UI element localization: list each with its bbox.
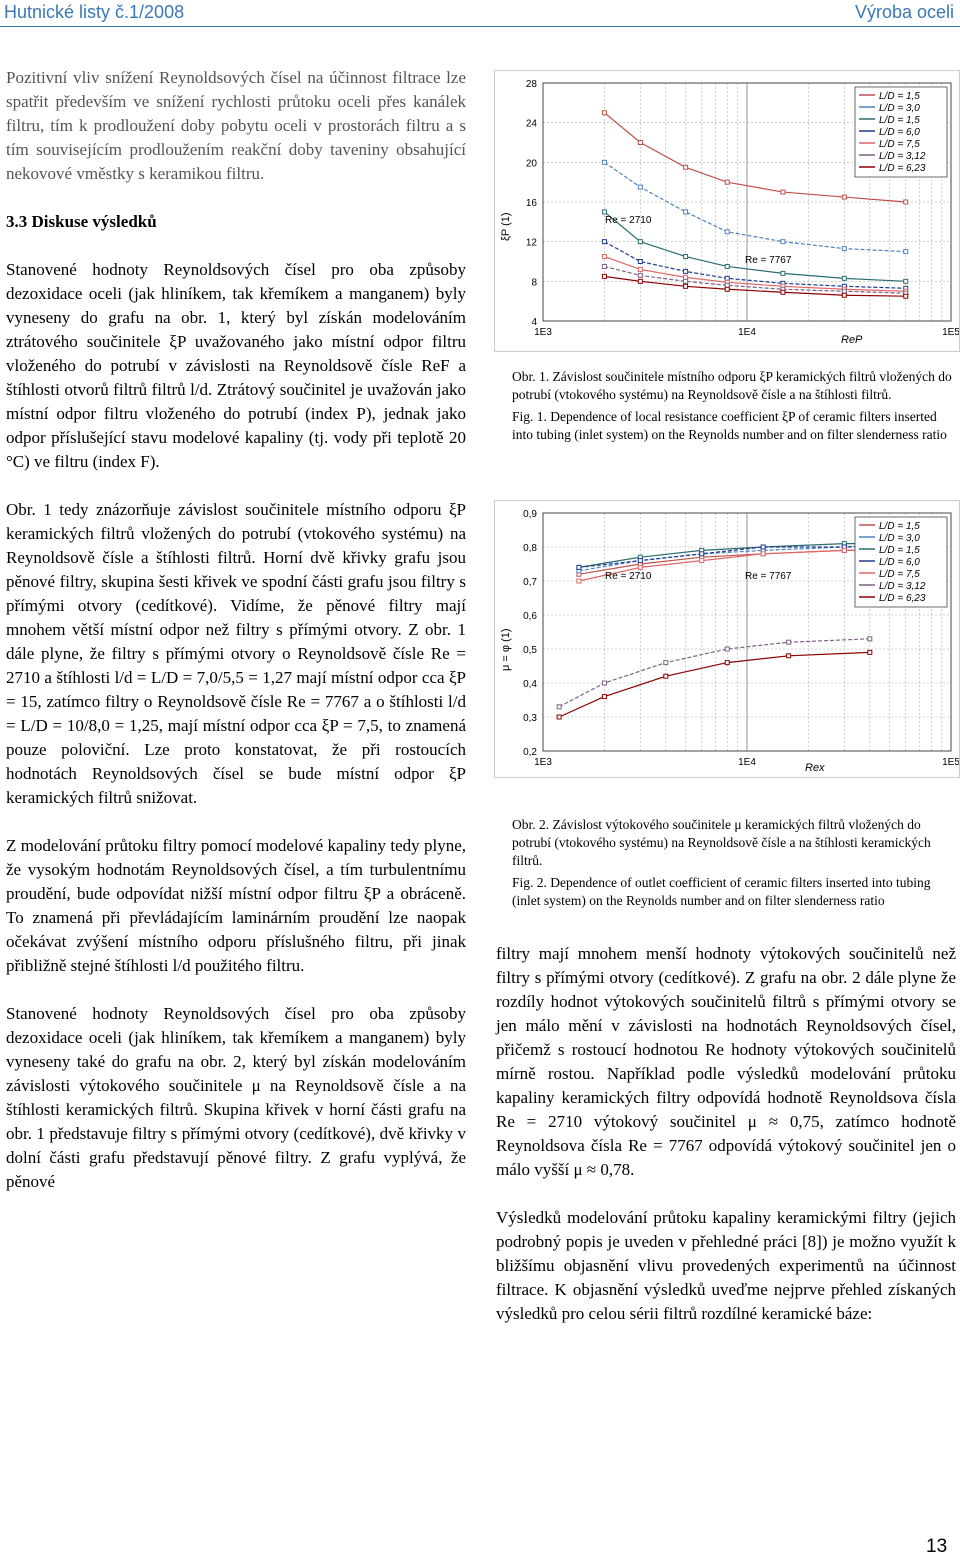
y-axis-label: ξP (1) (500, 212, 512, 241)
data-point (781, 290, 785, 294)
data-point (684, 269, 688, 273)
page-number: 13 (926, 1536, 948, 1557)
legend-label: L/D = 7,5 (879, 139, 920, 150)
y-tick-label: 24 (525, 118, 537, 130)
annotation-re-2710: Re = 2710 (605, 215, 652, 226)
journal-title: Hutnické listy č.1/2008 (4, 2, 185, 22)
data-point (684, 284, 688, 288)
caption-en: Fig. 2. Dependence of outlet coefficient of ceramic filters inserted into tubing (inlet system) on the Reynolds number and on filter slenderness ratio (512, 875, 931, 908)
legend-label: L/D = 6,23 (879, 163, 926, 174)
data-point (904, 250, 908, 254)
figure-1-chart (494, 70, 960, 352)
x-tick-label: 1E4 (738, 327, 756, 338)
y-tick-label: 0,8 (523, 543, 537, 554)
y-tick-label: 4 (531, 317, 537, 328)
header-rule (0, 26, 960, 27)
x-axis-label: ReP (841, 334, 863, 346)
page-header (0, 0, 960, 26)
data-point (602, 255, 606, 259)
data-point (842, 247, 846, 251)
caption-cz: Obr. 1. Závislost součinitele místního odporu ξP keramických filtrů vložených do potrubí (vtokového systému) na Reynoldsově čísle a na štíhlosti filtrů. (512, 369, 952, 402)
figure-1-svg (495, 71, 959, 351)
data-point (781, 240, 785, 244)
y-tick-label: 20 (525, 158, 537, 170)
data-point (602, 210, 606, 214)
data-point (781, 190, 785, 194)
x-tick-label: 1E4 (738, 757, 756, 768)
data-point (684, 210, 688, 214)
data-point (725, 283, 729, 287)
data-point (602, 681, 606, 685)
section-name: Výroba oceli (854, 2, 954, 22)
legend-label: L/D = 7,5 (879, 569, 920, 580)
x-tick-label: 1E5 (942, 757, 959, 768)
legend-label: L/D = 3,12 (879, 581, 926, 592)
data-point (602, 160, 606, 164)
data-point (787, 640, 791, 644)
caption-cz: Obr. 2. Závislost výtokového součinitele μ keramických filtrů vložených do potrubí (vtokového systému) na Reynoldsově čísle a na štíhlosti keramických filtrů. (512, 817, 931, 868)
y-tick-label: 12 (525, 237, 537, 249)
y-tick-label: 16 (525, 198, 537, 209)
data-point (638, 141, 642, 145)
figure-1-caption (512, 368, 956, 448)
figure-2-chart (494, 500, 960, 778)
data-point (725, 180, 729, 184)
body-paragraph-3: Z modelování průtoku filtry pomocí modelové kapaliny tedy plyne, že vysokým hodnotám Reynoldsových čísel, a tím turbulentnímu proudění, bude odpovídat nižší místní odpor filtru ξP a obráceně. To znamená při převládajícím laminárním proudění lze naopak očekávat zvýšení místního odporu příslušného filtru, při jinak přibližně stejné štíhlosti l/d použitého filtru. (6, 836, 466, 975)
x-axis-label: Rex (805, 762, 825, 774)
right-column (496, 942, 956, 1350)
annotation-re-2710: Re = 2710 (605, 571, 652, 582)
x-tick-label: 1E3 (534, 327, 552, 338)
data-point (638, 240, 642, 244)
data-point (664, 661, 668, 665)
legend (855, 517, 947, 607)
y-tick-label: 0,2 (523, 747, 537, 758)
data-point (842, 195, 846, 199)
y-tick-label: 0,6 (523, 611, 537, 622)
legend-label: L/D = 1,5 (879, 115, 920, 126)
data-point (684, 165, 688, 169)
data-point (904, 279, 908, 283)
y-tick-label: 0,9 (523, 509, 537, 520)
data-point (904, 294, 908, 298)
data-point (602, 274, 606, 278)
data-point (638, 559, 642, 563)
data-point (842, 289, 846, 293)
annotation-re-7767: Re = 7767 (745, 255, 792, 266)
data-point (842, 548, 846, 552)
legend-label: L/D = 6,0 (879, 127, 920, 138)
data-point (638, 185, 642, 189)
data-point (904, 200, 908, 204)
x-tick-label: 1E3 (534, 757, 552, 768)
data-point (638, 267, 642, 271)
body-paragraph-6: Výsledků modelování průtoku kapaliny keramickými filtry (jejich podrobný popis je uveden v přehledné práci [8]) je možno využít k bližšímu objasnění vlivu provedených experimentů na účinnost filtrace. K objasnění výsledků uveďme nejprve přehled získaných výsledků pro celou sérii filtrů rozdílné keramické báze: (496, 1208, 956, 1323)
data-point (602, 695, 606, 699)
legend-label: L/D = 1,5 (879, 521, 920, 532)
section-heading: 3.3 Diskuse výsledků (6, 212, 157, 231)
data-point (725, 661, 729, 665)
legend-label: L/D = 6,0 (879, 557, 920, 568)
y-tick-label: 8 (531, 277, 537, 289)
data-point (602, 240, 606, 244)
data-point (761, 552, 765, 556)
left-column (6, 66, 466, 1218)
y-tick-label: 0,7 (523, 577, 537, 588)
data-point (557, 715, 561, 719)
data-point (577, 579, 581, 583)
data-point (700, 552, 704, 556)
x-tick-label: 1E5 (942, 327, 959, 338)
data-point (725, 287, 729, 291)
y-tick-label: 0,3 (523, 713, 537, 724)
intro-paragraph: Pozitivní vliv snížení Reynoldsových čísel na účinnost filtrace lze spatřit především ve snížení rychlosti průtoku oceli přes kanálek filtru, tím k prodloužení doby pobytu oceli v prostorách filtru a s tím souvisejícím prodloužením reakční doby taveniny obsahující nekovové vměstky s keramikou filtru. (6, 68, 466, 183)
data-point (868, 637, 872, 641)
data-point (602, 264, 606, 268)
data-point (700, 559, 704, 563)
legend-label: L/D = 6,23 (879, 593, 926, 604)
data-point (577, 565, 581, 569)
y-tick-label: 0,5 (523, 645, 537, 656)
legend (855, 87, 947, 177)
legend-label: L/D = 3,0 (879, 103, 920, 114)
legend-label: L/D = 3,0 (879, 533, 920, 544)
data-point (638, 565, 642, 569)
data-point (725, 647, 729, 651)
body-paragraph-4: Stanovené hodnoty Reynoldsových čísel pro oba způsoby dezoxidace oceli (jak hliníkem, tak křemíkem a manganem) byly vyneseny také do grafu na obr. 2, který byl získán modelováním závislosti výtokového součinitele μ na Reynoldsově čísle a na štíhlosti keramických filtrů. Skupina křivek v horní části grafu na obr. 1 představuje filtry s přímými otvory (cedítkové), dvě křivky v dolní části grafu představují pěnové filtry. Z grafu vyplývá, že pěnové (6, 1004, 466, 1191)
body-paragraph-1: Stanovené hodnoty Reynoldsových čísel pro oba způsoby dezoxidace oceli (jak hliníkem, tak křemíkem a manganem) byly vyneseny do grafu na obr. 1, který byl získán modelováním ztrátového součinitele ξP uvažovaného jako místní odpor filtru vloženého do potrubí v závislosti na Reynoldsově čísle ReF a štíhlosti otvorů filtrů filtrů l/d. Ztrátový součinitel je uvažován jako místní odpor filtru vloženého do potrubí (index P), jednak jako odpor příslušející stavu modelové kapaliny (tj. vody při teplotě 20 °C) ve filtru (index F). (6, 260, 466, 471)
data-point (761, 545, 765, 549)
data-point (557, 705, 561, 709)
body-paragraph-5: filtry mají mnohem menší hodnoty výtokových součinitelů než filtry s přímými otvory (cedítkové). Z grafu na obr. 2 dále plyne že rozdíly hodnot výtokových součinitelů filtrů s přímými otvory se jen málo mění v závislosti na hodnotách Reynoldsových čísel, přičemž s rostoucí hodnotou Re hodnoty výtokových součinitelů mírně rostou. Například podle výsledků modelování průtoku kapaliny keramických filtry odpovídá hodnotě Reynoldsova čísla Re = 2710 výtokový součinitel μ ≈ 0,75, zatímco hodnotě Reynoldsova čísla Re = 7767 odpovídá výtokový součinitel jen o málo vyšší μ ≈ 0,78. (496, 944, 956, 1179)
data-point (868, 650, 872, 654)
annotation-re-7767: Re = 7767 (745, 571, 792, 582)
caption-en: Fig. 1. Dependence of local resistance coefficient ξP of ceramic filters inserted into tubing (inlet system) on the Reynolds number and on filter slenderness ratio (512, 409, 947, 442)
data-point (638, 279, 642, 283)
data-point (684, 275, 688, 279)
legend-label: L/D = 1,5 (879, 91, 920, 102)
data-point (725, 230, 729, 234)
data-point (602, 111, 606, 115)
data-point (664, 674, 668, 678)
body-paragraph-2: Obr. 1 tedy znázorňuje závislost součinitele místního odporu ξP keramických filtrů vložených do potrubí (vtokového systému) na Reynoldsově čísle a štíhlosti filtrů. Horní dvě křivky grafu jsou pěnové filtry, skupina šesti křivek ve spodní části grafu jsou filtry s přímými otvory (cedítkové). Vidíme, že pěnové filtry mají mnohem větší místní odpor než filtry s přímými otvory. Z obr. 1 dále plyne, že filtry s přímými otvory o Reynoldsově čísle Re = 2710 a štíhlosti l/d = L/D = 7,0/5,5 = 1,27 mají místní odpor cca ξP = 15, zatímco filtry o Reynoldsově čísle Re = 7767 a o štíhlosti l/d = L/D = 10/8,0 = 1,25, mají místní odpor cca ξP = 7,5, to znamená pouze poloviční. Lze proto konstatovat, že při rostoucích hodnotách Reynoldsových čísel se bude místní odpor ξP keramických filtrů snižovat. (6, 500, 466, 807)
data-point (684, 279, 688, 283)
data-point (638, 260, 642, 264)
figure-2-caption (512, 816, 956, 914)
y-tick-label: 28 (525, 79, 537, 90)
data-point (787, 654, 791, 658)
data-point (725, 276, 729, 280)
data-point (725, 264, 729, 268)
data-point (842, 276, 846, 280)
data-point (842, 293, 846, 297)
figure-2-svg (495, 501, 959, 777)
y-tick-label: 0,4 (523, 679, 537, 690)
data-point (684, 255, 688, 259)
legend-label: L/D = 1,5 (879, 545, 920, 556)
data-point (781, 271, 785, 275)
legend-label: L/D = 3,12 (879, 151, 926, 162)
data-point (638, 273, 642, 277)
y-axis-label: μ = φ (1) (500, 628, 512, 671)
